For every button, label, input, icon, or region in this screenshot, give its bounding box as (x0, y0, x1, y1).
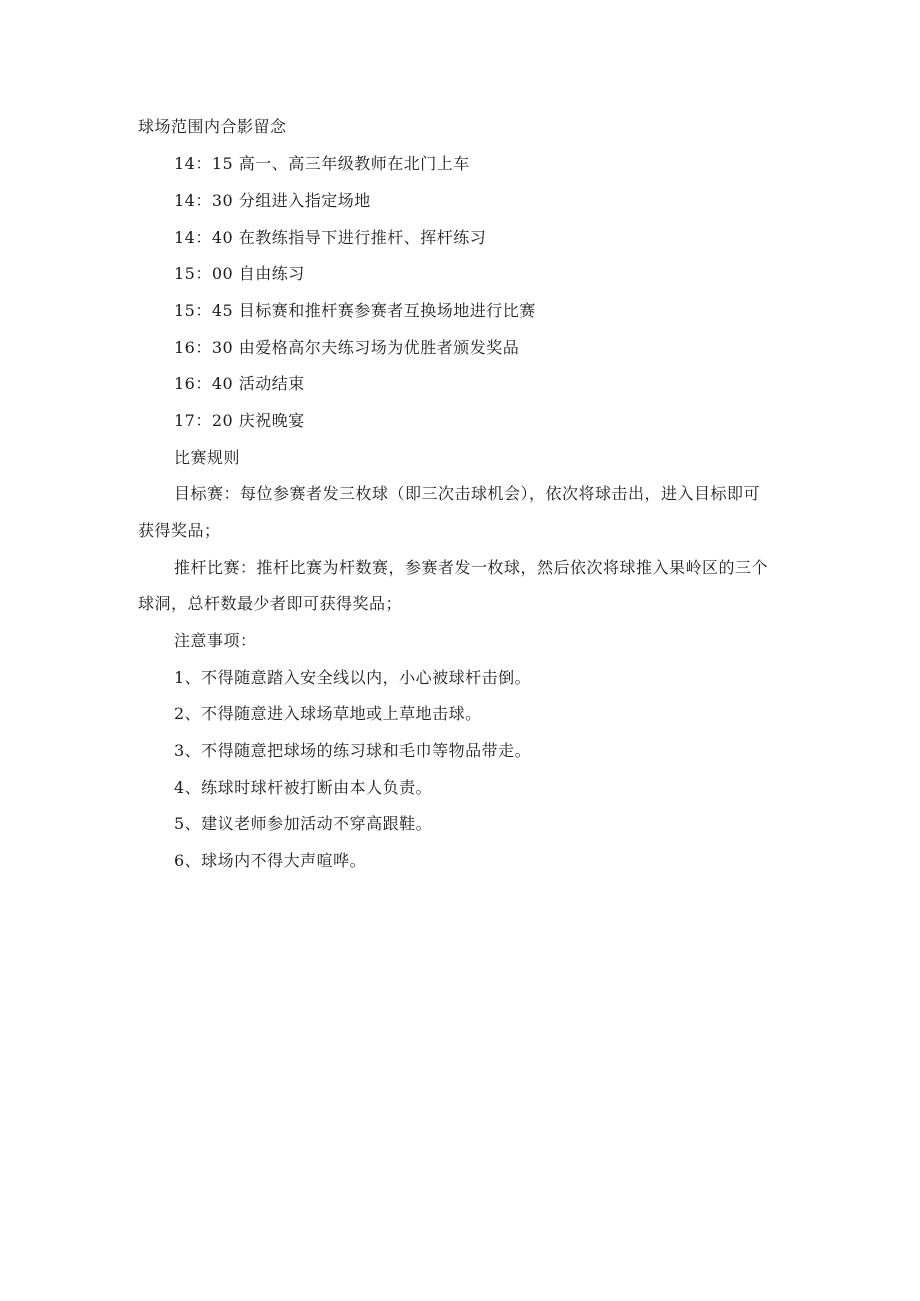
target-rule-line1: 目标赛：每位参赛者发三枚球（即三次击球机会），依次将球击出，进入目标即可 (174, 484, 761, 503)
note-item: 3、不得随意把球场的练习球和毛巾等物品带走。 (174, 741, 532, 760)
rules-heading: 比赛规则 (174, 448, 241, 467)
schedule-item: 14：40 在教练指导下进行推杆、挥杆练习 (174, 228, 487, 247)
putting-rule-line1: 推杆比赛：推杆比赛为杆数赛，参赛者发一枚球，然后依次将球推入果岭区的三个 (174, 558, 769, 577)
schedule-item: 14：30 分组进入指定场地 (174, 191, 371, 210)
schedule-item: 16：30 由爱格高尔夫练习场为优胜者颁发奖品 (174, 338, 520, 357)
note-item: 2、不得随意进入球场草地或上草地击球。 (174, 704, 482, 723)
note-item: 5、建议老师参加活动不穿高跟鞋。 (174, 814, 433, 833)
note-item: 1、不得随意踏入安全线以内，小心被球杆击倒。 (174, 668, 532, 687)
notes-heading: 注意事项： (174, 631, 257, 650)
note-item: 6、球场内不得大声喧哗。 (174, 851, 367, 870)
schedule-item: 15：00 自由练习 (174, 264, 305, 283)
intro-line: 球场范围内合影留念 (138, 117, 287, 136)
schedule-item: 14：15 高一、高三年级教师在北门上车 (174, 154, 470, 173)
note-item: 4、练球时球杆被打断由本人负责。 (174, 778, 433, 797)
schedule-item: 15：45 目标赛和推杆赛参赛者互换场地进行比赛 (174, 301, 536, 320)
schedule-item: 16：40 活动结束 (174, 374, 305, 393)
target-rule-line2: 获得奖品； (138, 521, 221, 540)
putting-rule-line2: 球洞，总杆数最少者即可获得奖品； (138, 594, 403, 613)
schedule-item: 17：20 庆祝晚宴 (174, 411, 305, 430)
